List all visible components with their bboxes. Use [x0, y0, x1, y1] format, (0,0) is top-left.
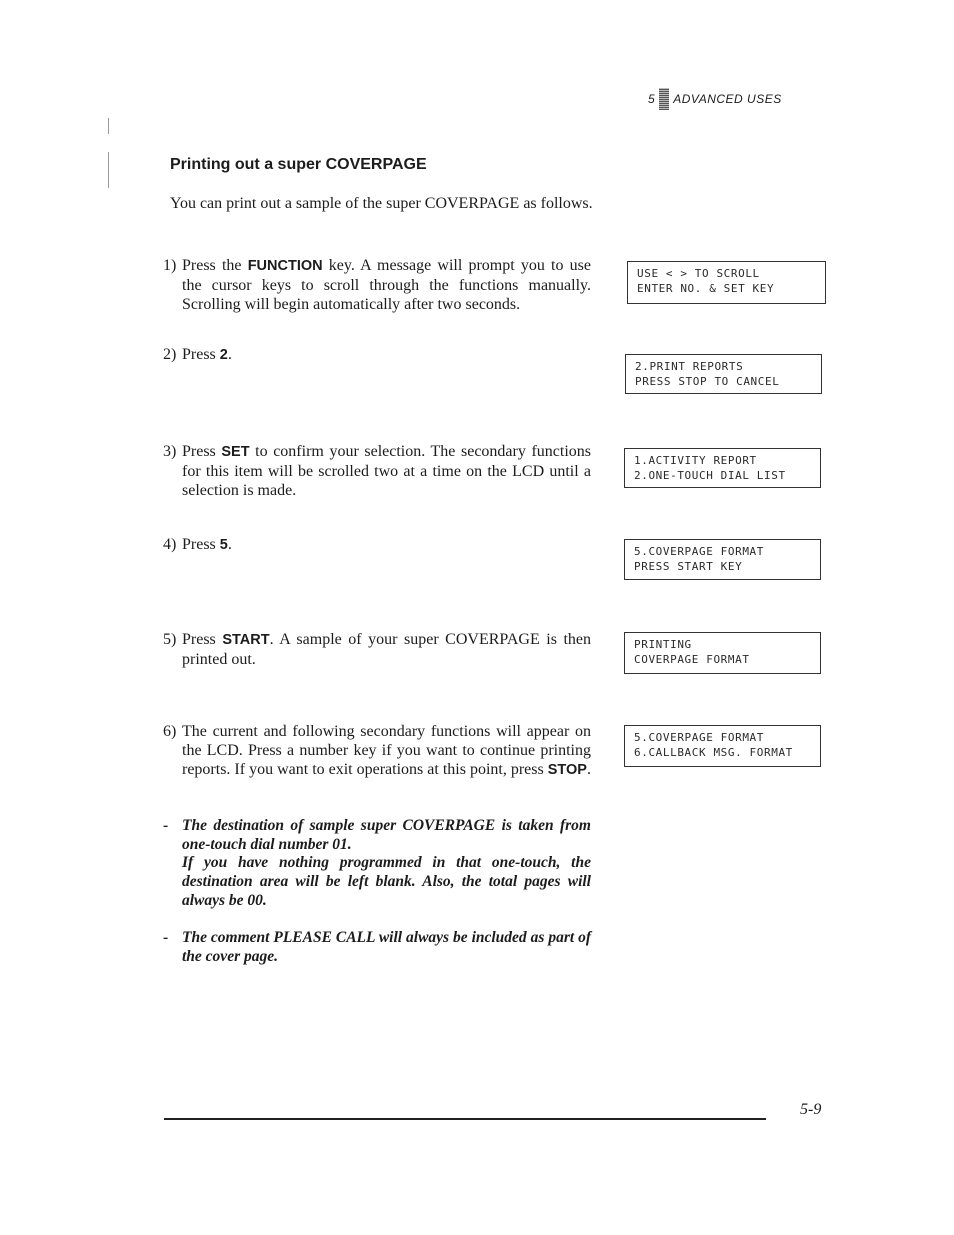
- lcd-line-2: 6.CALLBACK MSG. FORMAT: [634, 746, 793, 759]
- note-text: The destination of sample super COVERPAGE is taken from one-touch dial number 01.: [182, 817, 591, 853]
- lcd-line-1: PRINTING: [634, 638, 692, 651]
- lcd-display-3: [624, 448, 821, 488]
- margin-mark: [108, 118, 109, 134]
- lcd-line-2: COVERPAGE FORMAT: [634, 653, 750, 666]
- key-name: FUNCTION: [247, 258, 323, 274]
- step-number: 1): [163, 257, 177, 274]
- note-blank-destination: [163, 853, 591, 910]
- lcd-line-2: PRESS START KEY: [634, 560, 743, 573]
- step-4: 4) Press 5.: [163, 536, 232, 553]
- lcd-display-5: [624, 632, 821, 674]
- lcd-line-1: 5.COVERPAGE FORMAT: [634, 545, 765, 558]
- chapter-title: ADVANCED USES: [673, 92, 782, 106]
- page-number: 5-9: [800, 1101, 822, 1118]
- step-number: 3): [163, 443, 177, 460]
- key-name: SET: [221, 444, 250, 460]
- step-1: 1) Press the FUNCTION key. A message will prompt you to use the cursor keys to scroll through the functions manually. Scrolling will begin automatically after two seconds.: [163, 257, 592, 313]
- section-heading: Printing out a super COVERPAGE: [170, 156, 427, 173]
- step-6: 6) The current and following secondary functions will appear on the LCD. Press a number key if you want to continue printing reports. If you want to exit operations at this point, press STOP.: [163, 723, 591, 778]
- lcd-line-1: 1.ACTIVITY REPORT: [634, 454, 757, 467]
- lcd-line-2: 2.ONE-TOUCH DIAL LIST: [634, 469, 786, 482]
- step-number: 2): [163, 346, 177, 363]
- running-header: [648, 88, 828, 110]
- lcd-line-2: ENTER NO. & SET KEY: [637, 282, 775, 295]
- key-name: 2: [219, 347, 228, 363]
- note-destination: [163, 816, 591, 854]
- lcd-line-1: 2.PRINT REPORTS: [635, 360, 744, 373]
- lcd-display-4: [624, 539, 821, 580]
- note-dash: -: [163, 929, 169, 946]
- chapter-tab-marker: [659, 88, 669, 110]
- lcd-display-1: [627, 261, 826, 304]
- footer-rule: [164, 1118, 766, 1120]
- margin-mark: [108, 152, 109, 188]
- step-number: 6): [163, 723, 177, 740]
- note-text: If you have nothing programmed in that one-touch, the destination area will be left blank. Also, the total pages will always be 00.: [182, 854, 591, 909]
- lcd-display-6: [624, 725, 821, 767]
- key-name: START: [222, 632, 270, 648]
- step-5: 5) Press START. A sample of your super COVERPAGE is then printed out.: [163, 631, 591, 668]
- step-number: 4): [163, 536, 177, 553]
- note-dash: -: [163, 817, 169, 834]
- key-name: STOP: [547, 762, 587, 778]
- note-dash: [163, 853, 182, 910]
- chapter-number: 5: [648, 92, 656, 106]
- step-3: 3) Press SET to confirm your selection. The secondary functions for this item will be scrolled two at a time on the LCD until a selection is made.: [163, 443, 592, 499]
- key-name: 5: [219, 537, 228, 553]
- lcd-line-1: 5.COVERPAGE FORMAT: [634, 731, 765, 744]
- intro-paragraph: You can print out a sample of the super COVERPAGE as follows.: [170, 195, 593, 212]
- step-2: 2) Press 2.: [163, 346, 232, 363]
- step-number: 5): [163, 631, 177, 648]
- note-please-call: [163, 928, 591, 966]
- note-text: The comment PLEASE CALL will always be included as part of the cover page.: [182, 929, 591, 965]
- lcd-line-2: PRESS STOP TO CANCEL: [635, 375, 780, 388]
- lcd-line-1: USE < > TO SCROLL: [637, 267, 760, 280]
- lcd-display-2: [625, 354, 822, 394]
